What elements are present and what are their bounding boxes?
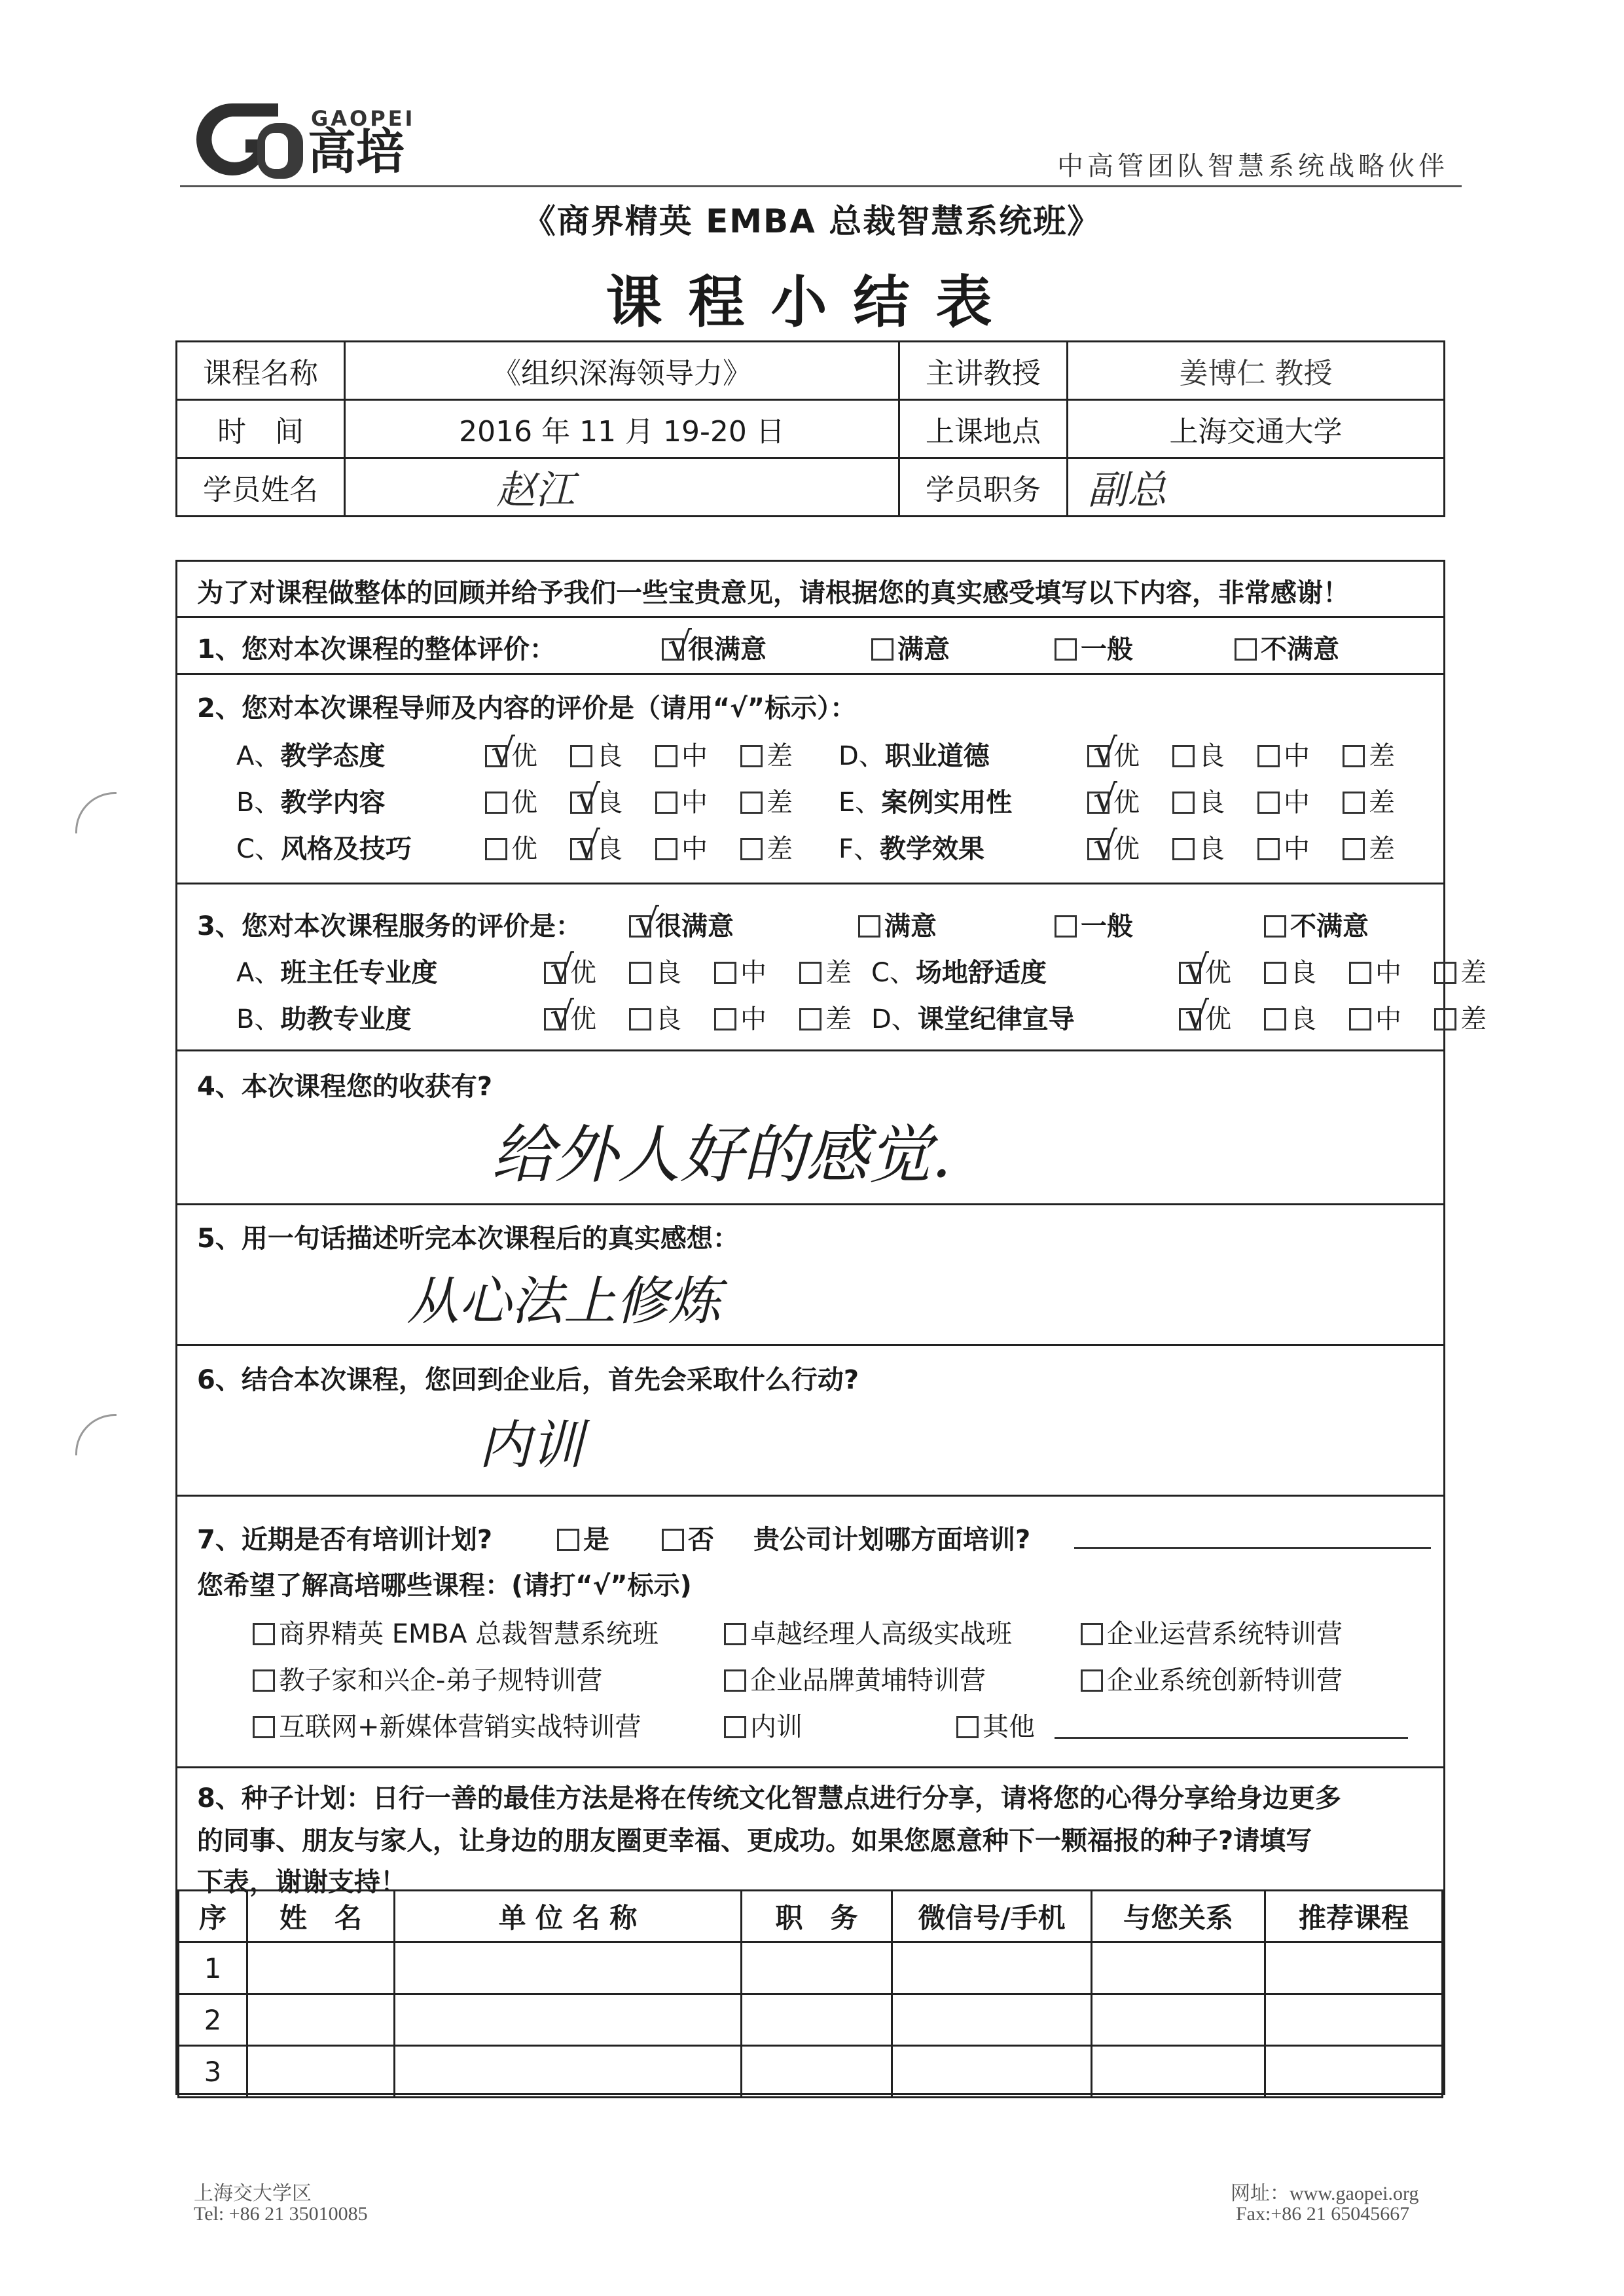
rating-option[interactable] <box>740 782 793 819</box>
checkbox[interactable] <box>662 623 692 668</box>
grade-label: 优 <box>570 1004 596 1034</box>
referral-header-row <box>179 1891 1443 1942</box>
check-mark-icon: √ <box>491 730 515 774</box>
tagline: 中高管团队智慧系统战略伙伴 <box>1057 151 1449 181</box>
col-header: 姓 名 <box>247 1891 395 1942</box>
q7-text: 7、近期是否有培训计划? <box>197 1525 493 1555</box>
footer-campus: 上海交大学区 <box>194 2183 312 2204</box>
survey-intro: 为了对课程做整体的回顾并给予我们一些宝贵意见，请根据您的真实感受填写以下内容，非常感谢！ <box>197 578 1349 608</box>
checkbox[interactable] <box>740 745 763 767</box>
cell[interactable] <box>1092 2046 1265 2098</box>
grade-label: 优 <box>511 834 537 864</box>
rating-item-label <box>839 828 984 866</box>
q7-option-no[interactable]: 否 <box>662 1519 714 1556</box>
checkbox[interactable] <box>557 1529 579 1551</box>
grade-label: 良 <box>655 958 681 988</box>
checkbox[interactable] <box>1257 792 1280 814</box>
q3-option-average[interactable]: 一般 <box>1055 905 1133 943</box>
checkbox[interactable] <box>1264 915 1286 938</box>
course-option[interactable]: 内训 <box>724 1706 803 1743</box>
check-mark-icon: √ <box>1185 993 1209 1038</box>
logo-chinese: 高培 <box>308 124 405 180</box>
checkbox[interactable] <box>1081 1623 1103 1645</box>
grade-label: 差 <box>1369 788 1395 818</box>
rating-option[interactable] <box>485 782 537 819</box>
grade-label: 良 <box>1199 834 1225 864</box>
checkbox[interactable] <box>485 792 507 814</box>
rating-item-text: 风格及技巧 <box>280 834 412 864</box>
rating-item-label <box>236 782 385 819</box>
q7-option-yes[interactable]: 是 <box>557 1519 609 1556</box>
rating-option[interactable] <box>1087 730 1140 774</box>
rating-option[interactable] <box>570 735 623 773</box>
student-name-label: 学员姓名 <box>177 458 345 517</box>
cell[interactable] <box>892 1994 1092 2046</box>
rating-item-label <box>236 828 412 866</box>
rating-item-prefix: B、 <box>236 788 281 818</box>
rating-option[interactable] <box>1257 828 1310 866</box>
grade-label: 良 <box>596 834 623 864</box>
course-info-table <box>175 340 1445 517</box>
checkbox[interactable] <box>1055 638 1077 661</box>
rating-option[interactable] <box>655 828 708 866</box>
location-value[interactable]: 上海交通大学 <box>1068 400 1445 458</box>
checkbox[interactable] <box>1087 823 1117 867</box>
grade-label: 优 <box>1113 788 1140 818</box>
info-row <box>177 400 1445 458</box>
checkbox[interactable] <box>544 993 574 1038</box>
grade-label: 差 <box>1369 834 1395 864</box>
time-label: 时 间 <box>177 400 345 458</box>
rating-item-text: 场地舒适度 <box>915 958 1047 988</box>
rating-item-label <box>236 998 411 1036</box>
cell[interactable] <box>1092 1942 1265 1994</box>
grade-label: 中 <box>681 834 708 864</box>
course-option-other[interactable]: 其他 <box>956 1706 1035 1743</box>
q3-text: 3、您对本次课程服务的评价是： <box>197 911 582 941</box>
rating-item-prefix: B、 <box>236 1004 281 1034</box>
q3-option-unsatisfied[interactable]: 不满意 <box>1264 905 1369 943</box>
divider <box>177 1344 1443 1346</box>
q1-option-satisfied[interactable]: 满意 <box>871 629 950 666</box>
checkbox[interactable] <box>1172 745 1195 767</box>
q5-text: 5、用一句话描述听完本次课程后的真实感想： <box>197 1224 739 1254</box>
grade-label: 良 <box>1290 1004 1316 1034</box>
grade-label: 中 <box>740 1004 767 1034</box>
cell[interactable] <box>892 2046 1092 2098</box>
rating-option[interactable] <box>1434 952 1487 989</box>
course-option[interactable]: 企业品牌黄埔特训营 <box>724 1660 986 1697</box>
rating-option[interactable] <box>485 730 537 774</box>
cell[interactable] <box>1265 2046 1443 2098</box>
q3-option-very-satisfied[interactable]: √ 很满意 <box>629 905 734 943</box>
checkbox[interactable] <box>1349 1008 1371 1030</box>
grade-label: 优 <box>511 788 537 818</box>
check-mark-icon: √ <box>576 776 600 821</box>
grade-label: 差 <box>1460 1004 1487 1034</box>
check-mark-icon: √ <box>550 947 574 991</box>
cell[interactable] <box>395 1994 742 2046</box>
checkbox[interactable] <box>1087 776 1117 821</box>
grade-label: 差 <box>767 834 793 864</box>
check-mark-icon: √ <box>1093 730 1117 774</box>
q7-want-text: 您希望了解高培哪些课程：(请打“√”标示) <box>197 1571 692 1601</box>
student-position-field[interactable] <box>1068 458 1445 517</box>
q1-option-unsatisfied[interactable]: 不满意 <box>1235 629 1339 666</box>
course-option[interactable]: 互联网+新媒体营销实战特训营 <box>253 1706 641 1743</box>
rating-option[interactable] <box>655 735 708 773</box>
rating-item-prefix: E、 <box>839 788 882 818</box>
checkbox[interactable] <box>1257 745 1280 767</box>
rating-item-text: 案例实用性 <box>881 788 1013 818</box>
checkbox[interactable] <box>871 638 893 661</box>
grade-label: 中 <box>740 958 767 988</box>
checkbox[interactable] <box>956 1716 979 1738</box>
checkbox[interactable] <box>740 838 763 860</box>
rating-item-label <box>839 735 990 773</box>
rating-option[interactable] <box>485 828 537 866</box>
punch-hole-mark <box>75 792 117 833</box>
col-header: 职 务 <box>742 1891 892 1942</box>
grade-label: 优 <box>1113 834 1140 864</box>
q6-text: 6、结合本次课程，您回到企业后，首先会采取什么行动? <box>197 1365 859 1395</box>
checkbox[interactable] <box>799 962 821 984</box>
rating-option[interactable] <box>714 998 767 1036</box>
rating-option[interactable] <box>1172 782 1225 819</box>
cell[interactable] <box>395 2046 742 2098</box>
rating-item-text: 助教专业度 <box>280 1004 412 1034</box>
student-position-label: 学员职务 <box>899 458 1068 517</box>
check-mark-icon: √ <box>550 993 574 1038</box>
check-mark-icon: √ <box>668 623 692 668</box>
info-row <box>177 458 1445 517</box>
checkbox[interactable] <box>1081 1669 1103 1692</box>
checkbox[interactable] <box>1349 962 1371 984</box>
q8-line2: 的同事、朋友与家人，让身边的朋友圈更幸福、更成功。如果您愿意种下一颗福报的种子?请填写 <box>197 1826 1312 1856</box>
divider <box>177 1049 1443 1051</box>
rating-option[interactable] <box>570 823 623 867</box>
rating-option[interactable] <box>570 776 623 821</box>
rating-item-text: 教学效果 <box>880 834 985 864</box>
rating-option[interactable] <box>1087 776 1140 821</box>
cell[interactable] <box>742 1942 892 1994</box>
rating-option[interactable] <box>1172 735 1225 773</box>
grade-label: 中 <box>681 741 708 771</box>
time-value[interactable]: 2016 年 11 月 19-20 日 <box>345 400 899 458</box>
grade-label: 中 <box>1375 958 1401 988</box>
rating-option[interactable] <box>1179 947 1231 991</box>
lecturer-value[interactable]: 姜博仁 教授 <box>1068 342 1445 400</box>
rating-item-label <box>839 782 1012 819</box>
footer-website[interactable]: 网址：www.gaopei.org <box>1231 2183 1419 2204</box>
gaopei-logo <box>187 97 527 189</box>
course-option[interactable]: 企业运营系统特训营 <box>1081 1613 1343 1650</box>
checkbox[interactable] <box>655 792 677 814</box>
rating-option[interactable] <box>1264 952 1316 989</box>
rating-option[interactable] <box>1179 993 1231 1038</box>
checkbox[interactable] <box>724 1716 746 1738</box>
rating-item-text: 教学内容 <box>280 788 386 818</box>
checkbox[interactable] <box>1055 915 1077 938</box>
grade-label: 良 <box>655 1004 681 1034</box>
divider <box>177 673 1443 675</box>
grade-label: 优 <box>511 741 537 771</box>
rating-option[interactable] <box>1434 998 1487 1036</box>
logo-mark-icon <box>187 97 308 182</box>
checkbox[interactable] <box>724 1669 746 1692</box>
referral-row <box>179 1994 1443 2046</box>
checkbox[interactable] <box>1434 962 1456 984</box>
checkbox[interactable] <box>1343 745 1365 767</box>
checkbox[interactable] <box>1235 638 1257 661</box>
course-name-label: 课程名称 <box>177 342 345 400</box>
cell[interactable] <box>1092 1994 1265 2046</box>
q1-option-very-satisfied[interactable]: √ 很满意 <box>662 629 767 666</box>
header-divider <box>180 185 1462 187</box>
rating-option[interactable] <box>544 993 596 1038</box>
cell[interactable] <box>395 1942 742 1994</box>
referral-table <box>177 1889 1443 2098</box>
student-position-handwriting: 副总 <box>1088 467 1166 513</box>
rating-option[interactable] <box>799 998 852 1036</box>
rating-option[interactable] <box>1172 828 1225 866</box>
footer-tel: Tel: +86 21 35010085 <box>194 2203 368 2225</box>
checkbox[interactable] <box>253 1669 275 1692</box>
col-header: 推荐课程 <box>1265 1891 1443 1942</box>
grade-label: 差 <box>825 958 852 988</box>
grade-label: 优 <box>1205 958 1231 988</box>
student-name-handwriting: 赵江 <box>496 467 575 513</box>
footer-fax: Fax:+86 21 65045667 <box>1236 2203 1410 2225</box>
check-mark-icon: √ <box>1185 947 1209 991</box>
grade-label: 中 <box>1284 834 1310 864</box>
rating-item-label <box>236 735 385 773</box>
q6-answer-handwriting[interactable]: 内训 <box>478 1415 583 1476</box>
course-name-value[interactable]: 《组织深海领导力》 <box>345 342 899 400</box>
rating-item-prefix: C、 <box>236 834 281 864</box>
rating-item-text: 教学态度 <box>280 741 386 771</box>
other-input-line[interactable] <box>1055 1737 1408 1739</box>
cell[interactable] <box>1265 1994 1443 2046</box>
course-option[interactable]: 企业系统创新特训营 <box>1081 1660 1343 1697</box>
rating-item-text: 课堂纪律宣导 <box>917 1004 1075 1034</box>
q4-text: 4、本次课程您的收获有? <box>197 1072 493 1102</box>
checkbox[interactable] <box>1257 838 1280 860</box>
rating-item-prefix: D、 <box>839 741 885 771</box>
form-title: 课程小结表 <box>605 270 1019 335</box>
rating-item-prefix: D、 <box>871 1004 918 1034</box>
col-header: 单 位 名 称 <box>395 1891 742 1942</box>
checkbox[interactable] <box>570 745 592 767</box>
student-name-field[interactable] <box>345 458 899 517</box>
checkbox[interactable] <box>570 776 600 821</box>
row-number: 2 <box>179 1994 247 2046</box>
q7-which-input-line[interactable] <box>1074 1547 1431 1549</box>
checkbox[interactable] <box>662 1529 684 1551</box>
rating-item-label <box>236 952 437 989</box>
col-header: 序 <box>179 1891 247 1942</box>
cell[interactable] <box>892 1942 1092 1994</box>
checkbox[interactable] <box>629 1008 651 1030</box>
grade-label: 差 <box>825 1004 852 1034</box>
grade-label: 差 <box>767 741 793 771</box>
rating-option[interactable] <box>655 782 708 819</box>
checkbox[interactable] <box>1172 792 1195 814</box>
q7-which-label: 贵公司计划哪方面培训? <box>753 1525 1031 1555</box>
divider <box>177 1766 1443 1768</box>
grade-label: 优 <box>1205 1004 1231 1034</box>
rating-option[interactable] <box>714 952 767 989</box>
rating-option[interactable] <box>1264 998 1316 1036</box>
rating-option[interactable] <box>740 828 793 866</box>
rating-item-prefix: A、 <box>236 741 281 771</box>
check-mark-icon: √ <box>635 900 659 945</box>
checkbox[interactable] <box>655 838 677 860</box>
rating-option[interactable] <box>1343 828 1395 866</box>
checkbox[interactable] <box>1179 947 1209 991</box>
grade-label: 良 <box>1199 741 1225 771</box>
rating-option[interactable] <box>1343 735 1395 773</box>
referral-row <box>179 1942 1443 1994</box>
row-number: 1 <box>179 1942 247 1994</box>
rating-item-prefix: C、 <box>871 958 916 988</box>
q3-option-satisfied[interactable]: 满意 <box>858 905 937 943</box>
rating-option[interactable] <box>1349 998 1401 1036</box>
rating-option[interactable] <box>629 952 681 989</box>
grade-label: 中 <box>1375 1004 1401 1034</box>
checkbox[interactable] <box>1343 838 1365 860</box>
rating-option[interactable] <box>1087 823 1140 867</box>
grade-label: 优 <box>1113 741 1140 771</box>
survey-section <box>175 560 1487 2095</box>
rating-option[interactable] <box>1343 782 1395 819</box>
grade-label: 优 <box>570 958 596 988</box>
checkbox[interactable] <box>1179 993 1209 1038</box>
program-subtitle: 《商界精英 EMBA 总裁智慧系统班》 <box>522 202 1102 240</box>
punch-hole-mark <box>75 1414 117 1455</box>
checkbox[interactable] <box>253 1716 275 1738</box>
checkbox[interactable] <box>1434 1008 1456 1030</box>
checkbox[interactable] <box>740 792 763 814</box>
rating-option[interactable] <box>1349 952 1401 989</box>
q5-answer-handwriting[interactable]: 从心法上修炼 <box>406 1271 721 1332</box>
q8-line3: 下表，谢谢支持！ <box>197 1867 406 1897</box>
checkbox[interactable] <box>570 823 600 867</box>
checkbox[interactable] <box>1172 838 1195 860</box>
check-mark-icon: √ <box>1093 776 1117 821</box>
rating-item-label <box>871 952 1047 989</box>
q1-option-average[interactable]: 一般 <box>1055 629 1133 666</box>
q8-line1: 8、种子计划：日行一善的最佳方法是将在传统文化智慧点进行分享，请将您的心得分享给身边更多 <box>197 1783 1341 1813</box>
checkbox[interactable] <box>655 745 677 767</box>
rating-option[interactable] <box>544 947 596 991</box>
checkbox[interactable] <box>485 730 515 774</box>
grade-label: 良 <box>1290 958 1316 988</box>
checkbox[interactable] <box>799 1008 821 1030</box>
cell[interactable] <box>247 1942 395 1994</box>
grade-label: 良 <box>596 741 623 771</box>
cell[interactable] <box>247 1994 395 2046</box>
lecturer-label: 主讲教授 <box>899 342 1068 400</box>
checkbox[interactable] <box>858 915 880 938</box>
grade-label: 中 <box>1284 741 1310 771</box>
grade-label: 中 <box>681 788 708 818</box>
checkbox[interactable] <box>544 947 574 991</box>
col-header: 微信号/手机 <box>892 1891 1092 1942</box>
info-row <box>177 342 1445 400</box>
rating-option[interactable] <box>1257 782 1310 819</box>
course-option[interactable]: 商界精英 EMBA 总裁智慧系统班 <box>253 1613 659 1650</box>
course-option[interactable]: 卓越经理人高级实战班 <box>724 1613 1012 1650</box>
rating-option[interactable] <box>1257 735 1310 773</box>
grade-label: 良 <box>596 788 623 818</box>
row-number: 3 <box>179 2046 247 2098</box>
grade-label: 差 <box>767 788 793 818</box>
grade-label: 良 <box>1199 788 1225 818</box>
checkbox[interactable] <box>724 1623 746 1645</box>
checkbox[interactable] <box>1264 1008 1286 1030</box>
check-mark-icon: √ <box>1093 823 1117 867</box>
rating-option[interactable] <box>740 735 793 773</box>
divider <box>177 616 1443 618</box>
checkbox[interactable] <box>629 962 651 984</box>
checkbox[interactable] <box>485 838 507 860</box>
checkbox[interactable] <box>1264 962 1286 984</box>
rating-item-text: 职业道德 <box>884 741 990 771</box>
rating-item-prefix: A、 <box>236 958 281 988</box>
checkbox[interactable] <box>1343 792 1365 814</box>
rating-item-prefix: F、 <box>839 834 880 864</box>
checkbox[interactable] <box>1087 730 1117 774</box>
check-mark-icon: √ <box>576 823 600 867</box>
rating-item-label <box>871 998 1075 1036</box>
course-option[interactable]: 教子家和兴企-弟子规特训营 <box>253 1660 602 1697</box>
checkbox[interactable] <box>629 900 659 945</box>
grade-label: 差 <box>1460 958 1487 988</box>
cell[interactable] <box>742 2046 892 2098</box>
rating-option[interactable] <box>629 998 681 1036</box>
checkbox[interactable] <box>253 1623 275 1645</box>
rating-option[interactable] <box>799 952 852 989</box>
referral-row <box>179 2046 1443 2098</box>
checkbox[interactable] <box>714 962 736 984</box>
divider <box>177 1203 1443 1205</box>
cell[interactable] <box>247 2046 395 2098</box>
grade-label: 中 <box>1284 788 1310 818</box>
grade-label: 差 <box>1369 741 1395 771</box>
q1-text: 1、您对本次课程的整体评价： <box>197 634 556 665</box>
q2-text: 2、您对本次课程导师及内容的评价是（请用“√”标示）： <box>197 693 857 723</box>
divider <box>177 1495 1443 1497</box>
location-label: 上课地点 <box>899 400 1068 458</box>
checkbox[interactable] <box>714 1008 736 1030</box>
cell[interactable] <box>1265 1942 1443 1994</box>
divider <box>177 883 1443 884</box>
logo-english: GAOPEI <box>311 106 416 131</box>
cell[interactable] <box>742 1994 892 2046</box>
col-header: 与您关系 <box>1092 1891 1265 1942</box>
rating-item-text: 班主任专业度 <box>280 958 438 988</box>
q4-answer-handwriting[interactable]: 给外人好的感觉. <box>492 1118 952 1192</box>
